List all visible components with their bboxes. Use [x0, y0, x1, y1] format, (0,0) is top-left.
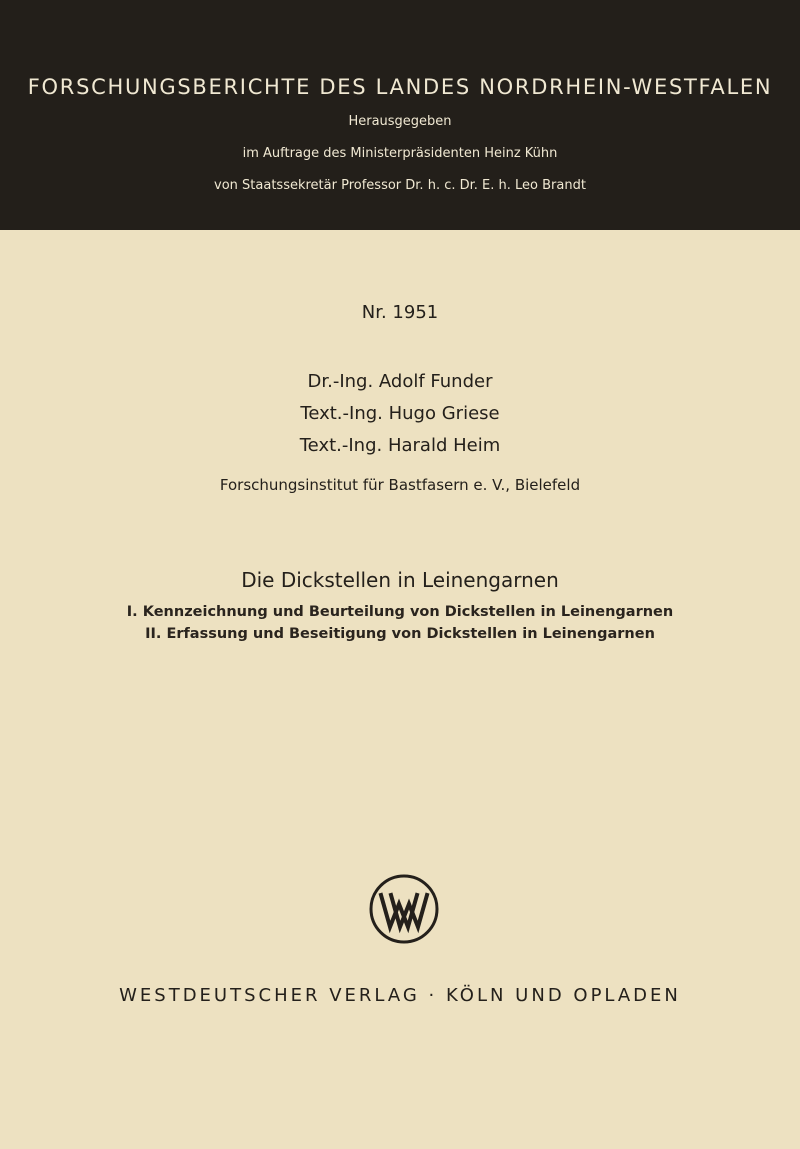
publisher-name: WESTDEUTSCHER VERLAG · KÖLN UND OPLADEN	[119, 985, 681, 1006]
author-list	[0, 366, 800, 462]
subtitle-part-one: I. Kennzeichnung und Beurteilung von Dickstellen in Leinengarnen	[126, 604, 674, 620]
editor-line-herausgegeben: Herausgegeben	[348, 114, 452, 129]
institute-name: Forschungsinstitut für Bastfasern e. V., Bielefeld	[219, 476, 581, 494]
report-number: Nr. 1951	[361, 302, 439, 323]
series-title: FORSCHUNGSBERICHTE DES LANDES NORDRHEIN-WESTFALEN	[27, 75, 773, 99]
subtitle-part-two: II. Erfassung und Beseitigung von Dickstellen in Leinengarnen	[145, 626, 655, 642]
editor-line-editor-name: von Staatssekretär Professor Dr. h. c. Dr. E. h. Leo Brandt	[214, 178, 586, 193]
book-title: Die Dickstellen in Leinengarnen	[241, 568, 559, 592]
ww-circle-logo-icon	[368, 873, 440, 945]
author-name: Text.-Ing. Harald Heim	[299, 435, 501, 456]
cover-header-band	[0, 0, 800, 230]
author-name: Text.-Ing. Hugo Griese	[300, 403, 500, 424]
subtitle-list	[0, 601, 800, 645]
author-name: Dr.-Ing. Adolf Funder	[307, 371, 493, 392]
editor-line-commission: im Auftrage des Ministerpräsidenten Heinz Kühn	[242, 146, 558, 161]
